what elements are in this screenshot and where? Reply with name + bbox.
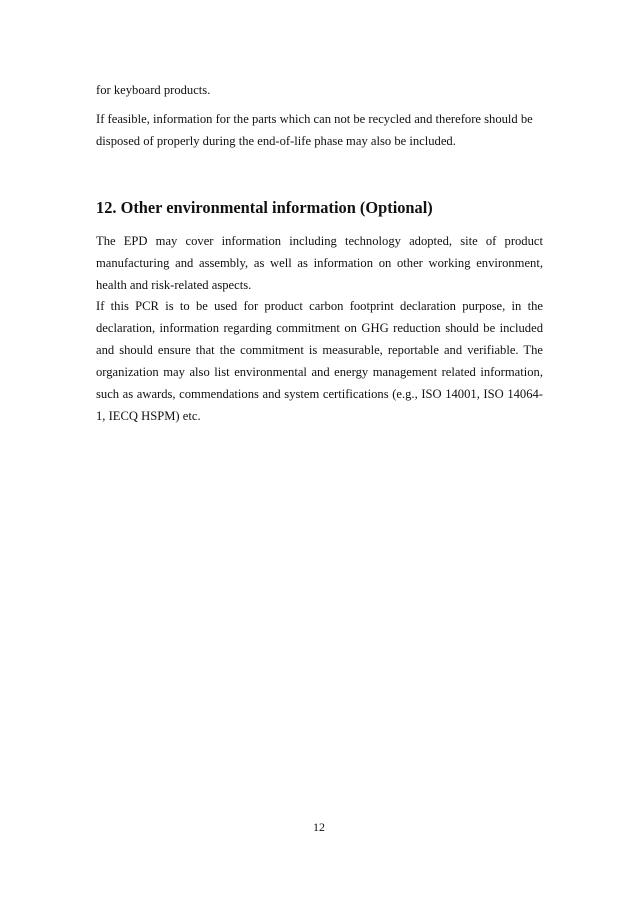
paragraph-keyboard-products: for keyboard products. bbox=[96, 83, 211, 97]
page-number: 12 bbox=[313, 820, 325, 834]
section-heading: 12. Other environmental information (Optional) bbox=[96, 198, 433, 217]
paragraph-epd-coverage: The EPD may cover information including technology adopted, site of product manufacturing and assembly, as well as information on other working environment, health and risk-related aspects. bbox=[96, 234, 543, 292]
paragraph-carbon-footprint: If this PCR is to be used for product carbon footprint declaration purpose, in the declaration, information regarding commitment on GHG reduction should be included and should ensure that the commitment is measurable, reportable and verifiable. The organization may also list environmental and energy management related information, such as awards, commendations and system certifications (e.g., ISO 14001, ISO 14064-1, IECQ HSPM) etc. bbox=[96, 299, 543, 423]
paragraph-end-of-life-disposal: If feasible, information for the parts which can not be recycled and therefore should be disposed of properly during the end-of-life phase may also be included. bbox=[96, 112, 533, 148]
